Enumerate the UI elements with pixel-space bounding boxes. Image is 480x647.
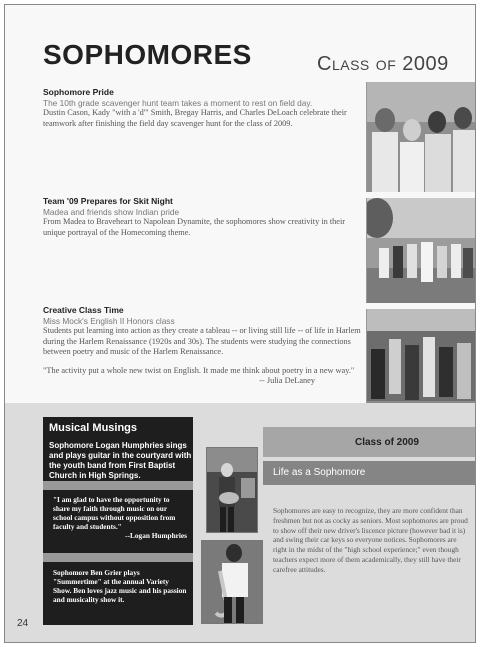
skit-night-group-photo <box>366 198 475 303</box>
divider-stripe <box>43 553 193 562</box>
article-skit-night <box>43 196 363 238</box>
musings-quote-text: "I am glad to have the opportunity to share my faith through music on our school campus without opposition from faculty and students." <box>53 495 176 531</box>
class-tab-label: Class of 2009 <box>355 437 419 448</box>
page-number: 24 <box>17 618 29 629</box>
article-body: Dustin Cason, Kady "with a 'd'" Smith, Bregay Harris, and Charles DeLoach celebrate their teamwork after finishing the field day scavenger hunt for the class of 2009. <box>43 108 347 128</box>
class-of-label: Class of 2009 <box>317 53 449 75</box>
article-heading: Team '09 Prepares for Skit Night <box>43 196 173 206</box>
guitar-player-photo <box>206 447 258 533</box>
musings-quote-attribution: --Logan Humphries <box>125 531 187 540</box>
article-heading: Creative Class Time <box>43 305 124 315</box>
article-body: From Madea to Braveheart to Napolean Dynamite, the sophomores show creativity in their unique portrayal of the Homecoming theme. <box>43 217 346 237</box>
article-body: Students put learning into action as they create a tableau -- or living still life -- of life in Harlem during the Harlem Renaissance (1920s and 30s). The students were studying the connections between poetry and music of the Harlem Renaissance. <box>43 326 361 356</box>
divider-stripe <box>43 481 193 490</box>
life-as-sophomore-text: Sophomores are easy to recognize, they are more confident than freshmen but not as cocky as seniors. Most sophomores are proud to show off their new driver's liscence picture (however bad it is) and swing their car keys so everyone notices. Sophomores are right in the midst of the "high school experience;" even though teachers expect more of them academically, they still have their carefree attitudes. <box>273 506 468 574</box>
yearbook-page <box>4 4 476 643</box>
saxophone-player-photo <box>201 540 263 624</box>
scavenger-hunt-team-photo <box>366 82 475 192</box>
article-sophomore-pride <box>43 87 363 129</box>
musings-text-ben: Sophomore Ben Grier plays "Summertime" at the annual Variety Show. Ben loves jazz music and his passion and musicality show it. <box>53 568 187 604</box>
article-caption: The 10th grade scavenger hunt team takes a moment to rest on field day. <box>43 97 313 108</box>
article-caption: Madea and friends show Indian pride <box>43 206 180 217</box>
article-caption: Miss Mock's English II Honors class <box>43 315 175 326</box>
musings-title: Musical Musings <box>49 422 138 434</box>
article-heading: Sophomore Pride <box>43 87 114 97</box>
page-title: SOPHOMORES <box>43 39 252 70</box>
article-quote: "The activity put a whole new twist on English. It made me think about poetry in a new way." <box>43 365 355 375</box>
article-creative-class-time <box>43 305 363 387</box>
quote-attribution: -- Julia DeLaney <box>259 376 315 385</box>
musings-quote <box>53 495 187 540</box>
musings-text-logan: Sophomore Logan Humphries sings and plays guitar in the courtyard with the youth band from First Baptist Church in High Springs. <box>49 441 192 480</box>
life-as-sophomore-label: Life as a Sophomore <box>273 467 366 478</box>
